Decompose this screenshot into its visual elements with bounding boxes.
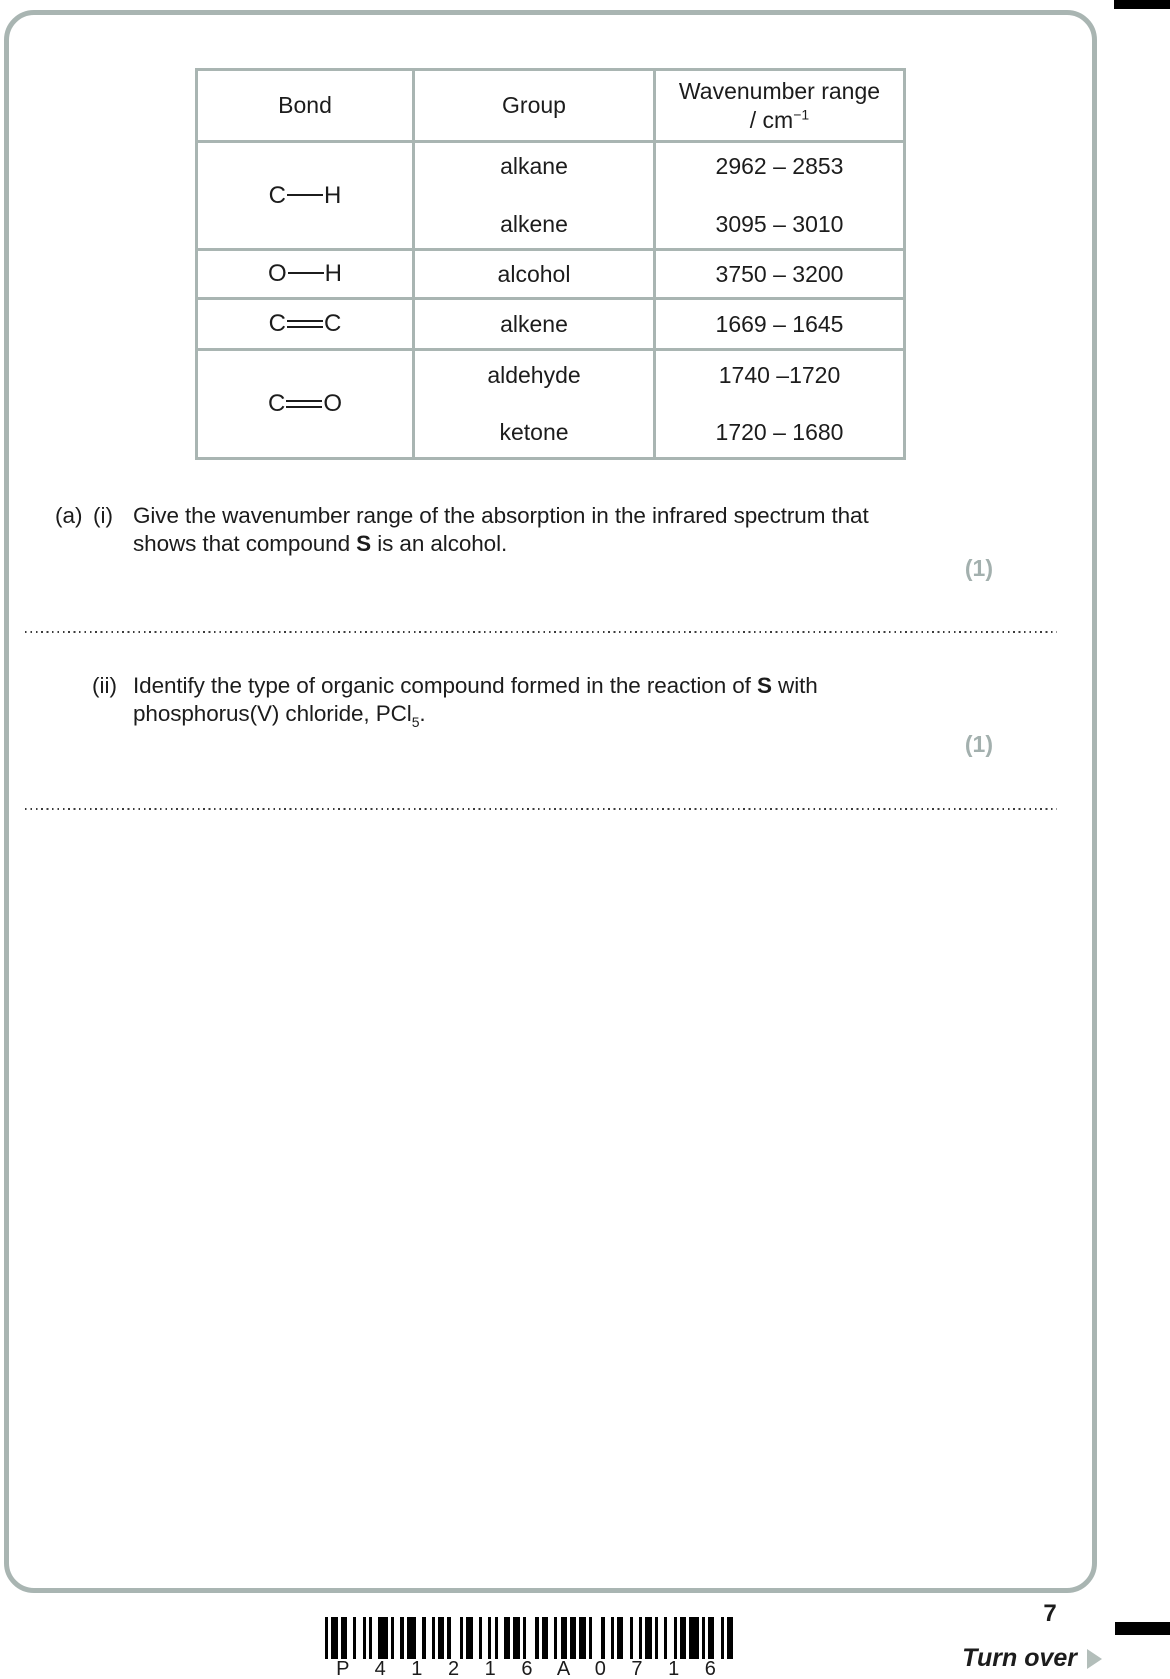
wavenumber-header-line1: Wavenumber range xyxy=(678,77,881,104)
barcode-bars xyxy=(325,1617,737,1661)
range-cell: 1740 –1720 1720 – 1680 xyxy=(655,350,905,459)
bond-cell-ch: C H xyxy=(197,142,414,250)
group-cell: aldehyde ketone xyxy=(414,350,655,459)
printer-mark-top-right xyxy=(1114,0,1170,9)
answer-line-i[interactable] xyxy=(25,631,1057,634)
printer-mark-bottom-right xyxy=(1115,1622,1170,1635)
table-header-row xyxy=(197,70,905,142)
page-number: 7 xyxy=(1043,1600,1057,1627)
bond-cell-co: C O xyxy=(197,350,414,459)
question-ii-text xyxy=(133,672,818,730)
table-row xyxy=(197,350,905,459)
range-cell: 3750 – 3200 xyxy=(655,250,905,299)
column-header-wavenumber xyxy=(655,70,905,142)
question-ii-label: (ii) xyxy=(92,673,117,698)
single-bond-icon xyxy=(288,272,324,274)
table-row xyxy=(197,299,905,350)
question-ii-line2: phosphorus(V) chloride, PCl$_5$. xyxy=(133,700,426,730)
marks-badge-i: (1) xyxy=(964,555,993,581)
range-cell: 2962 – 2853 3095 – 3010 xyxy=(655,142,905,250)
barcode xyxy=(325,1617,737,1679)
question-i-label: (i) xyxy=(93,503,113,528)
group-cell: alkene xyxy=(414,299,655,350)
group-cell: alcohol xyxy=(414,250,655,299)
ir-absorption-table xyxy=(195,68,903,460)
turn-over xyxy=(860,1644,1102,1673)
bond-cell-cc: C C xyxy=(197,299,414,350)
column-header-group: Group xyxy=(414,70,655,142)
wavenumber-header-line2: / $cm^{-1}$ xyxy=(749,105,810,133)
table-row xyxy=(197,250,905,299)
turn-over-arrow-icon xyxy=(1087,1649,1102,1669)
column-header-bond: Bond xyxy=(197,70,414,142)
compound-s-bold: S xyxy=(356,530,372,556)
question-i-line1: Give the wavenumber range of the absorption in the infrared spectrum that xyxy=(133,503,869,528)
question-i-text xyxy=(133,502,869,557)
table-row xyxy=(197,142,905,250)
bond-cell-oh: O H xyxy=(197,250,414,299)
double-bond-icon xyxy=(287,320,323,328)
barcode-text: P 4 1 2 1 6 A 0 7 1 6 xyxy=(325,1659,737,1679)
marks-badge-ii: (1) xyxy=(964,731,993,757)
group-cell: alkane alkene xyxy=(414,142,655,250)
question-ii-line1: Identify the type of organic compound formed in the reaction of S with xyxy=(133,673,818,698)
superscript-minus-one: −1 xyxy=(793,105,810,122)
answer-line-ii[interactable] xyxy=(25,808,1057,811)
subscript-5: 5 xyxy=(411,713,420,730)
single-bond-icon xyxy=(287,194,323,196)
turn-over-label: Turn over xyxy=(962,1644,1077,1672)
question-part-a-label: (a) xyxy=(55,503,83,528)
compound-s-bold: S xyxy=(756,673,772,698)
double-bond-icon xyxy=(286,400,322,408)
range-cell: 1669 – 1645 xyxy=(655,299,905,350)
question-i-line2: shows that compound S is an alcohol. xyxy=(133,530,508,556)
